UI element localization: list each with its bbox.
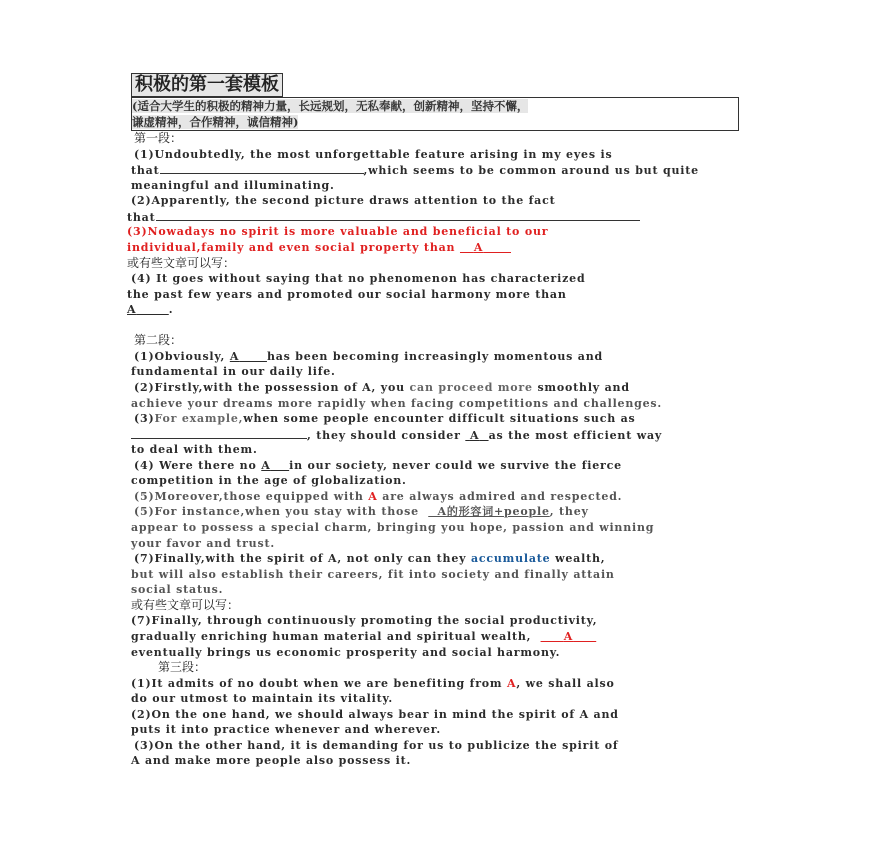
s2-p1-line1: (1)Obviously, A has been becoming increasingly momentous and	[134, 350, 603, 363]
s2-p3-blank: A	[469, 429, 480, 442]
s1-p4-line2: the past few years and promoted our social harmony more than	[127, 288, 567, 301]
s2-p2-line1: (2)Firstly,with the possession of A, you can proceed more smoothly and	[134, 381, 630, 394]
s2-p4-line1: (4) Were there no A in our society, never could we survive the fierce	[134, 459, 622, 472]
s2-p3-line1: (3)For example,when some people encounter difficult situations such as	[134, 412, 636, 425]
s1-p2-that: that	[127, 211, 156, 224]
s1-p3-line2	[127, 240, 511, 255]
s2-p2-line2: achieve your dreams more rapidly when facing competitions and challenges.	[131, 397, 663, 410]
s2-p1-blank: A	[229, 350, 240, 363]
s1-alt-note: 或有些文章可以写：	[127, 256, 236, 270]
s2-p6-line2: appear to possess a special charm, bringing you hope, passion and winning	[131, 521, 655, 534]
s2-p1-line2: fundamental in our daily life.	[131, 365, 336, 378]
s2-alt-note: 或有些文章可以写：	[131, 598, 240, 612]
s2-p7-line3: social status.	[131, 583, 224, 596]
s3-p2-line1: (2)On the one hand, we should always bear in mind the spirit of A and	[131, 708, 619, 721]
s2-p6-line1: (5)For instance,when you stay with those A的形容词+people, they	[134, 505, 589, 518]
s2-p5-line1: (5)Moreover,those equipped with A are always admired and respected.	[134, 490, 623, 503]
s1-p4-blank: A	[127, 303, 137, 316]
blank-line	[160, 162, 364, 174]
blank-line	[156, 209, 640, 221]
section1-heading: 第一段：	[134, 131, 183, 145]
s1-p1-that: that	[131, 164, 160, 177]
template-title: 积极的第一套模板	[131, 73, 283, 97]
s1-p4-line3: A .	[127, 303, 174, 316]
s2-p7-line2: but will also establish their careers, fit into society and finally attain	[131, 568, 615, 581]
s1-p1-line3: meaningful and illuminating.	[131, 179, 335, 192]
s1-p1-line1: (1)Undoubtedly, the most unforgettable feature arising in my eyes is	[134, 148, 613, 161]
template-subtitle	[131, 97, 739, 131]
s2-p4-blank: A	[261, 459, 271, 472]
s1-p4-line1: (4) It goes without saying that no phenomenon has characterized	[131, 272, 586, 285]
s2-p8-line1: (7)Finally, through continuously promoting the social productivity,	[131, 614, 598, 627]
s3-p2-line2: puts it into practice whenever and wherever.	[131, 723, 441, 736]
blank-line	[131, 427, 307, 439]
s2-p3-line2: , they should consider A as the most efficient way	[131, 427, 662, 443]
s2-p3-line3: to deal with them.	[131, 443, 258, 456]
s3-p1-line2: do our utmost to maintain its vitality.	[131, 692, 394, 705]
s1-p3-text: individual,family and even social property than	[127, 241, 456, 254]
s1-p3-blank: A	[473, 241, 484, 254]
section2-heading: 第二段：	[134, 333, 183, 347]
s2-p8-line2: gradually enriching human material and spiritual wealth, A	[131, 629, 596, 644]
s2-p4-line2: competition in the age of globalization.	[131, 474, 407, 487]
s2-p6-blank: A的形容词+people	[437, 505, 550, 518]
s1-p1-line2	[131, 162, 699, 178]
s1-p2-line2	[127, 209, 640, 225]
s2-p8-line3: eventually brings us economic prosperity and social harmony.	[131, 646, 561, 659]
s2-p6-line3: your favor and trust.	[131, 537, 275, 550]
s3-p1-line1: (1)It admits of no doubt when we are benefiting from A, we shall also	[131, 677, 615, 690]
s3-p3-line2: A and make more people also possess it.	[131, 754, 412, 767]
s1-p1-rest: ,which seems to be common around us but quite	[363, 164, 699, 177]
section3-heading: 第三段：	[158, 660, 207, 674]
subtitle-line-1: (适合大学生的积极的精神力量，长远规划，无私奉献，创新精神，坚持不懈，	[132, 99, 529, 113]
s2-p8-blank: A	[563, 630, 574, 643]
s2-p7-line1: (7)Finally,with the spirit of A, not only can they accumulate wealth,	[134, 552, 606, 565]
subtitle-line-2: 谦虚精神，合作精神，诚信精神)	[132, 115, 299, 129]
s3-p3-line1: (3)On the other hand, it is demanding for us to publicize the spirit of	[134, 739, 619, 752]
s1-p3-line1: (3)Nowadays no spirit is more valuable and beneficial to our	[127, 225, 549, 238]
s1-p2-line1: (2)Apparently, the second picture draws attention to the fact	[131, 194, 556, 207]
